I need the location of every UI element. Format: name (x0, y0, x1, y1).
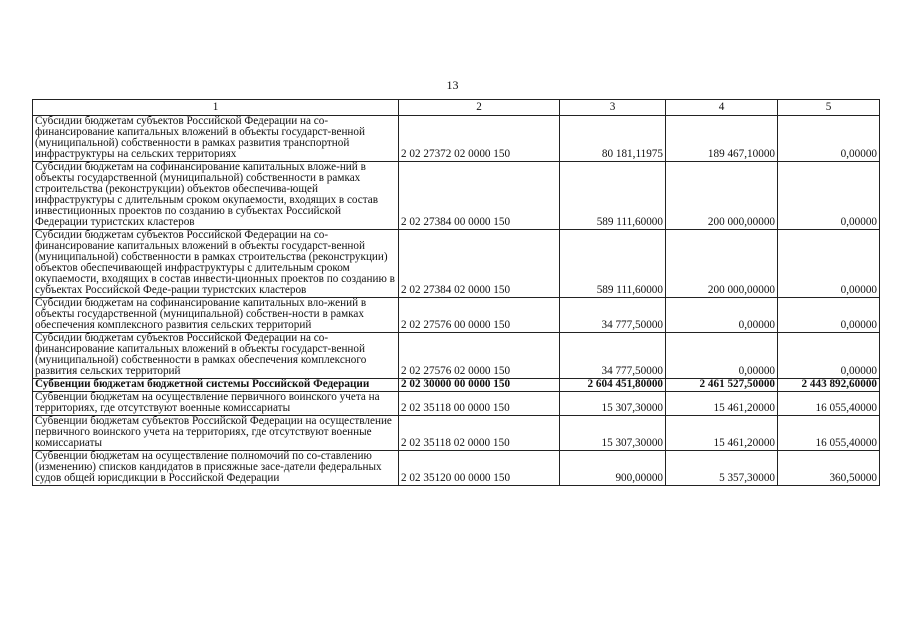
row-code: 2 02 35118 02 0000 150 (399, 416, 560, 451)
table-row (33, 333, 880, 379)
budget-table (32, 99, 880, 486)
row-code: 2 02 27384 00 0000 150 (399, 162, 560, 230)
header-col-4: 4 (666, 100, 778, 116)
row-value-year-3: 0,00000 (778, 162, 880, 230)
header-col-3: 3 (560, 100, 666, 116)
row-value-year-1: 589 111,60000 (560, 230, 666, 298)
table-row (33, 230, 880, 298)
row-description: Субвенции бюджетам на осуществление полномочий по со-ставлению (изменению) списков кандидатов в присяжные засе-датели федеральных судов общей юрисдикции в Российской Федерации (33, 451, 399, 486)
row-description: Субсидии бюджетам субъектов Российской Федерации на со-финансирование капитальных вложений в объекты государст-венной (муниципальной) собственности в рамках обеспечения комплексного развития сельских территорий (33, 333, 399, 379)
row-value-year-2: 15 461,20000 (666, 416, 778, 451)
table-row (33, 116, 880, 162)
row-code: 2 02 35120 00 0000 150 (399, 451, 560, 486)
table-row (33, 451, 880, 486)
row-value-year-2: 2 461 527,50000 (666, 379, 778, 392)
row-description: Субсидии бюджетам субъектов Российской Федерации на со-финансирование капитальных вложений в объекты государст-венной (муниципальной) собственности в рамках развития транспортной инфраструктуры на сельских территориях (33, 116, 399, 162)
row-value-year-3: 2 443 892,60000 (778, 379, 880, 392)
row-value-year-3: 16 055,40000 (778, 416, 880, 451)
row-value-year-3: 360,50000 (778, 451, 880, 486)
row-value-year-1: 34 777,50000 (560, 298, 666, 333)
row-value-year-1: 589 111,60000 (560, 162, 666, 230)
row-description: Субсидии бюджетам субъектов Российской Федерации на со-финансирование капитальных вложений в объекты государст-венной (муниципальной) собственности в рамках строительства (реконструкции) объектов обеспечивающей инфраструктуры с длительным сроком окупаемости, входящих в состав инвести-ционных проектов по созданию в субъектах Российской Феде-рации туристских кластеров (33, 230, 399, 298)
row-description: Субсидии бюджетам на софинансирование капитальных вложе-ний в объекты государственной (муниципальной) собственности в рамках строительства (реконструкции) объектов обеспечива-ющей инфраструктуры с длительным сроком окупаемости, входящих в состав инвестиционных проектов по созданию в субъектах Российской Федерации туристских кластеров (33, 162, 399, 230)
table-row (33, 162, 880, 230)
row-value-year-3: 0,00000 (778, 298, 880, 333)
row-value-year-2: 5 357,30000 (666, 451, 778, 486)
table-row (33, 392, 880, 416)
row-value-year-1: 15 307,30000 (560, 392, 666, 416)
row-value-year-1: 80 181,11975 (560, 116, 666, 162)
row-value-year-2: 15 461,20000 (666, 392, 778, 416)
row-value-year-2: 200 000,00000 (666, 230, 778, 298)
row-description: Субвенции бюджетам субъектов Российской Федерации на осуществление первичного воинского учета на территориях, где отсутствуют военные комиссариаты (33, 416, 399, 451)
row-value-year-2: 0,00000 (666, 333, 778, 379)
header-row (33, 100, 880, 116)
table-body (33, 116, 880, 486)
row-value-year-2: 200 000,00000 (666, 162, 778, 230)
table-row (33, 416, 880, 451)
table-header (33, 100, 880, 116)
row-code: 2 02 27372 02 0000 150 (399, 116, 560, 162)
row-code: 2 02 27576 00 0000 150 (399, 298, 560, 333)
header-col-5: 5 (778, 100, 880, 116)
row-value-year-2: 0,00000 (666, 298, 778, 333)
row-value-year-3: 0,00000 (778, 333, 880, 379)
row-description: Субсидии бюджетам на софинансирование капитальных вло-жений в объекты государственной (муниципальной) собствен-ности в рамках обеспечения комплексного развития сельских территорий (33, 298, 399, 333)
row-code: 2 02 27384 02 0000 150 (399, 230, 560, 298)
row-value-year-1: 15 307,30000 (560, 416, 666, 451)
row-code: 2 02 30000 00 0000 150 (399, 379, 560, 392)
row-value-year-3: 16 055,40000 (778, 392, 880, 416)
header-col-2: 2 (399, 100, 560, 116)
row-value-year-3: 0,00000 (778, 230, 880, 298)
row-value-year-1: 34 777,50000 (560, 333, 666, 379)
table-row (33, 379, 880, 392)
row-value-year-1: 900,00000 (560, 451, 666, 486)
row-value-year-1: 2 604 451,80000 (560, 379, 666, 392)
page-number: 13 (446, 78, 459, 92)
row-code: 2 02 27576 02 0000 150 (399, 333, 560, 379)
row-code: 2 02 35118 00 0000 150 (399, 392, 560, 416)
row-value-year-2: 189 467,10000 (666, 116, 778, 162)
header-col-1: 1 (33, 100, 399, 116)
row-description: Субвенции бюджетам бюджетной системы Российской Федерации (33, 379, 399, 392)
table-row (33, 298, 880, 333)
row-value-year-3: 0,00000 (778, 116, 880, 162)
row-description: Субвенции бюджетам на осуществление первичного воинского учета на территориях, где отсутствуют военные комиссариаты (33, 392, 399, 416)
